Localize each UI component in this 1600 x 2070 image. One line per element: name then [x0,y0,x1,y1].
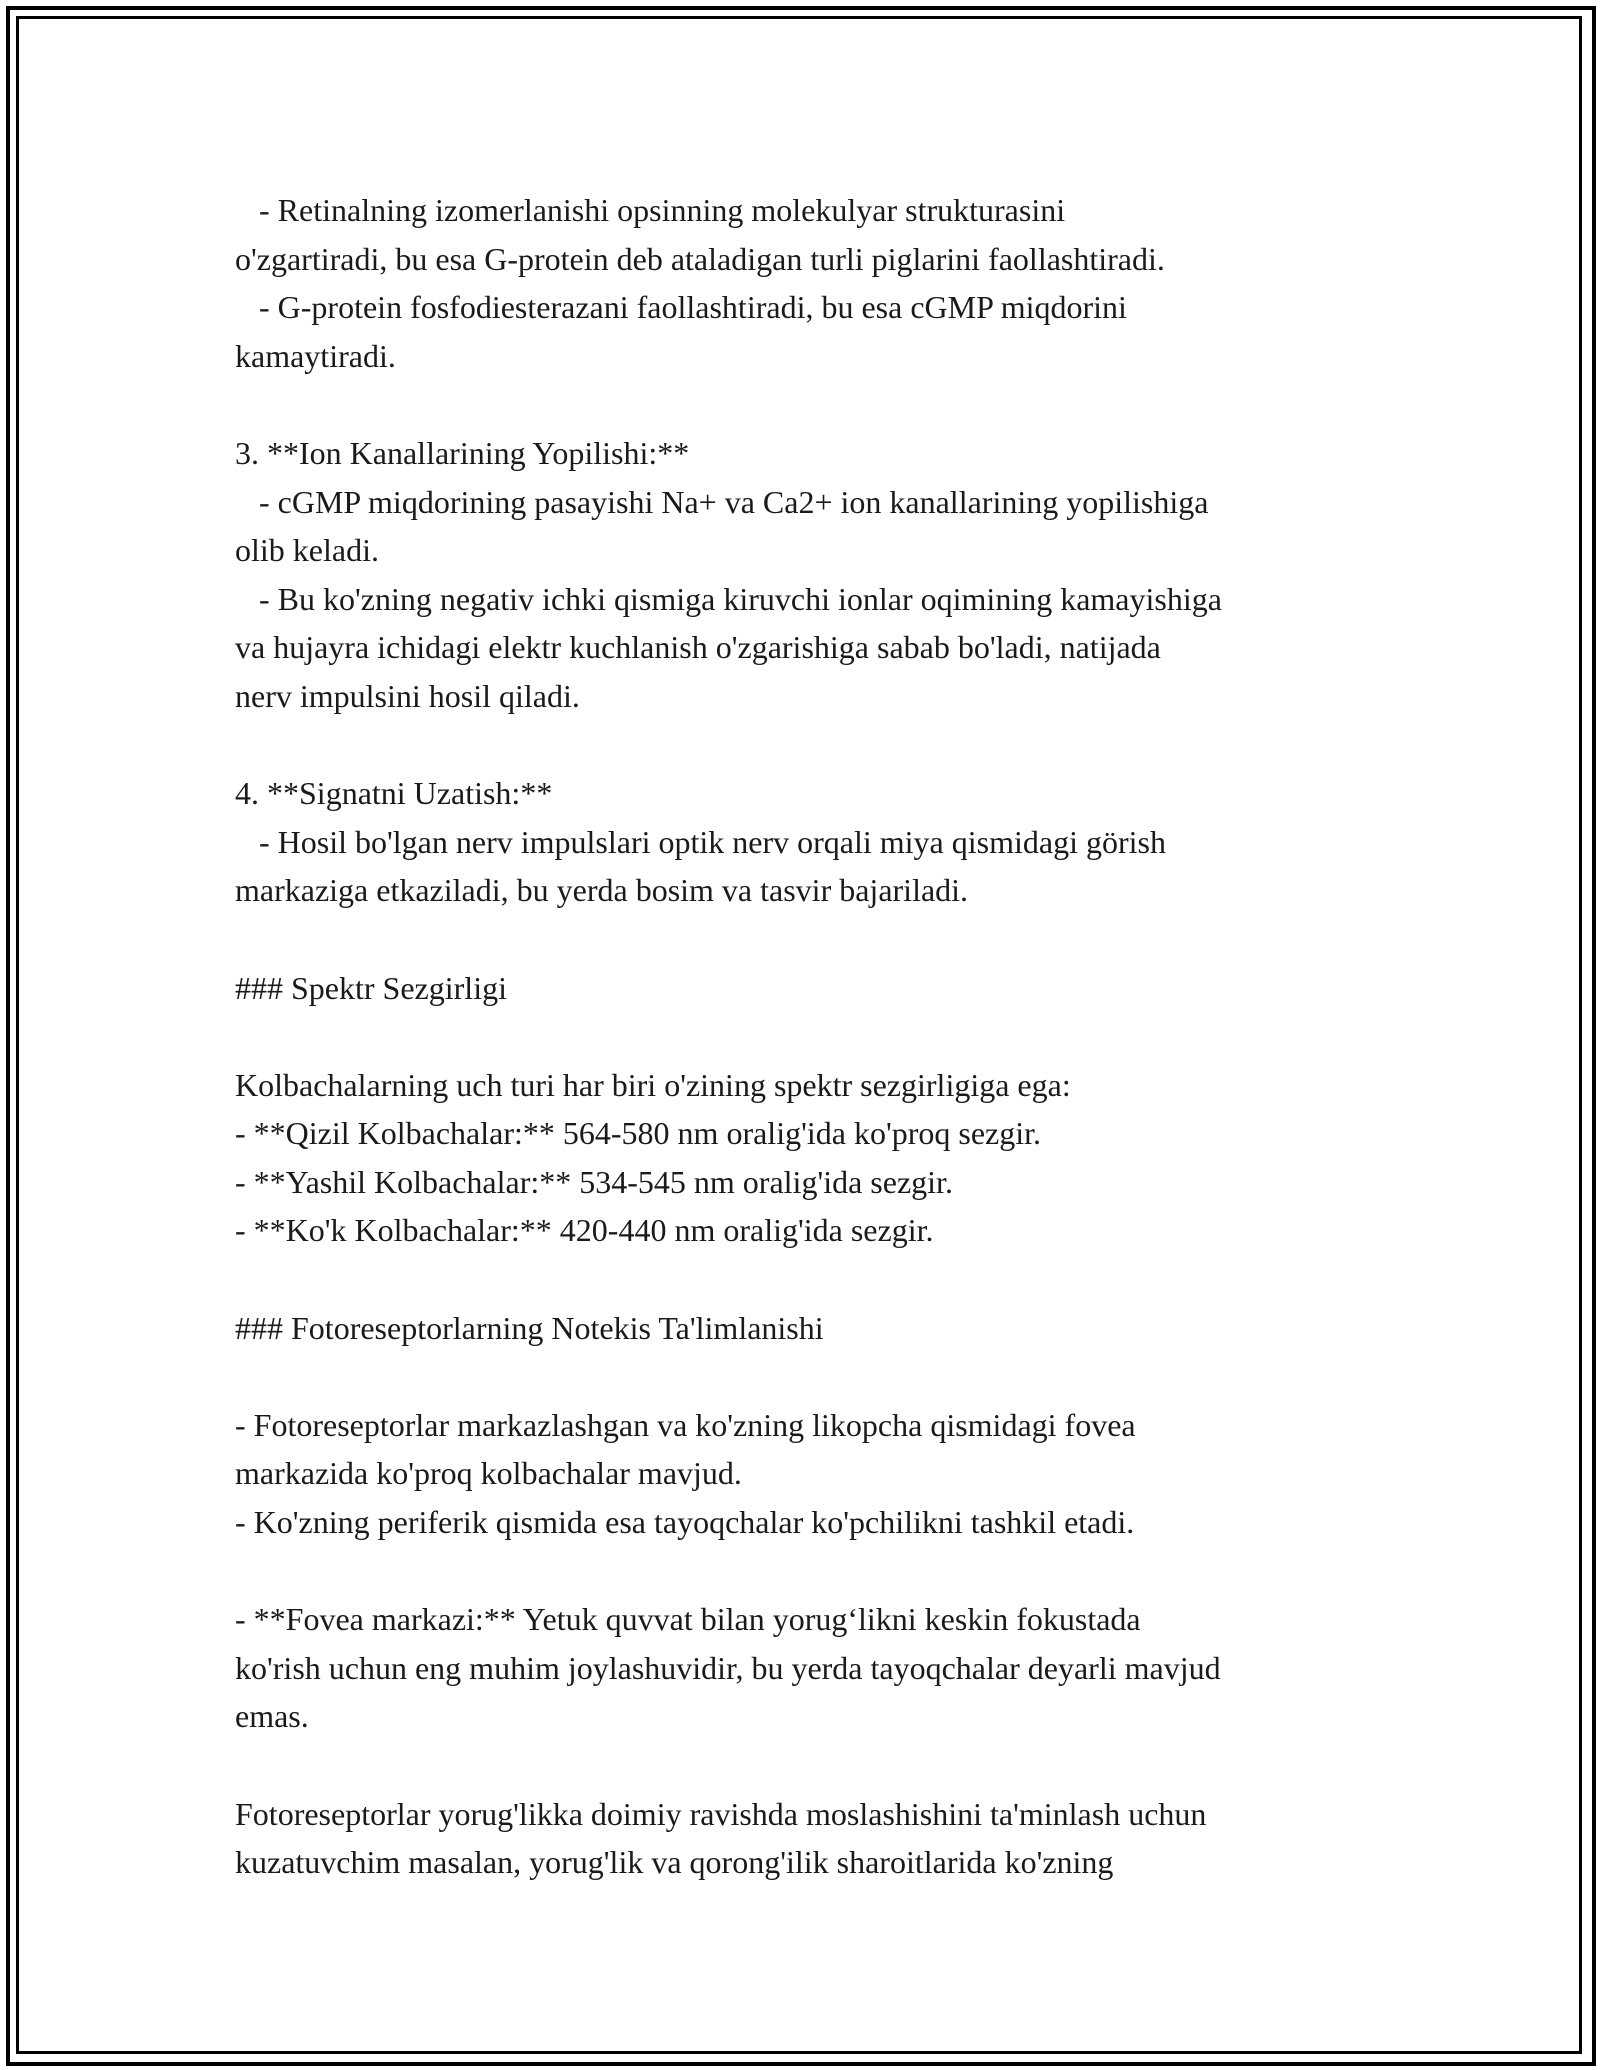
list-item: - **Fovea markazi:** Yetuk quvvat bilan yorug‘likni keskin fokustada [235,1601,1141,1638]
list-item: - Fotoreseptorlar markazlashgan va ko'zning likopcha qismidagi fovea [235,1406,1136,1443]
list-item: - Ko'zning periferik qismida esa tayoqchalar ko'pchilikni tashkil etadi. [235,1504,1135,1541]
document-body [235,186,1395,1887]
text-line: o'zgartiradi, bu esa G-protein deb ataladigan turli piglarini faollashtiradi. [235,240,1165,277]
text-line: - Bu ko'zning negativ ichki qismiga kiruvchi ionlar oqimining kamayishiga [235,580,1222,617]
text-line: - cGMP miqdorining pasayishi Na+ va Ca2+ ion kanallarining yopilishiga [235,483,1209,520]
list-item: - **Yashil Kolbachalar:** 534-545 nm oralig'ida sezgir. [235,1163,953,1200]
text-line: olib keladi. [235,532,379,569]
section-heading: 4. **Signatni Uzatish:** [235,775,553,812]
section-heading: ### Spektr Sezgirligi [235,969,507,1006]
text-line: - G-protein fosfodiesterazani faollashtiradi, bu esa cGMP miqdorini [235,289,1127,326]
list-item: - **Qizil Kolbachalar:** 564-580 nm oralig'ida ko'proq sezgir. [235,1115,1041,1152]
blank-line [235,1012,1395,1061]
text-line: kamaytiradi. [235,337,396,374]
list-item: - **Ko'k Kolbachalar:** 420-440 nm oralig'ida sezgir. [235,1212,934,1249]
text-line: emas. [235,1698,309,1735]
text-line: va hujayra ichidagi elektr kuchlanish o'zgarishiga sabab bo'ladi, natijada [235,629,1161,666]
text-line: markaziga etkaziladi, bu yerda bosim va tasvir bajariladi. [235,872,969,909]
blank-line [235,380,1395,429]
blank-line [235,1741,1395,1790]
text-line: - Hosil bo'lgan nerv impulslari optik nerv orqali miya qismidagi görish [235,823,1166,860]
section-heading: 3. **Ion Kanallarining Yopilishi:** [235,434,690,471]
text-line: Fotoreseptorlar yorug'likka doimiy ravishda moslashishini ta'minlash uchun [235,1795,1207,1832]
blank-line [235,1547,1395,1596]
section-heading: ### Fotoreseptorlarning Notekis Ta'limlanishi [235,1309,824,1346]
text-line: ko'rish uchun eng muhim joylashuvidir, bu yerda tayoqchalar deyarli mavjud [235,1649,1221,1686]
blank-line [235,1255,1395,1304]
blank-line [235,1352,1395,1401]
text-line: kuzatuvchim masalan, yorug'lik va qorong'ilik sharoitlarida ko'zning [235,1844,1114,1881]
text-line: markazida ko'proq kolbachalar mavjud. [235,1455,742,1492]
blank-line [235,915,1395,964]
blank-line [235,721,1395,770]
text-line: Kolbachalarning uch turi har biri o'zining spektr sezgirligiga ega: [235,1066,1071,1103]
text-line: - Retinalning izomerlanishi opsinning molekulyar strukturasini [235,192,1066,228]
text-line: nerv impulsini hosil qiladi. [235,677,580,714]
